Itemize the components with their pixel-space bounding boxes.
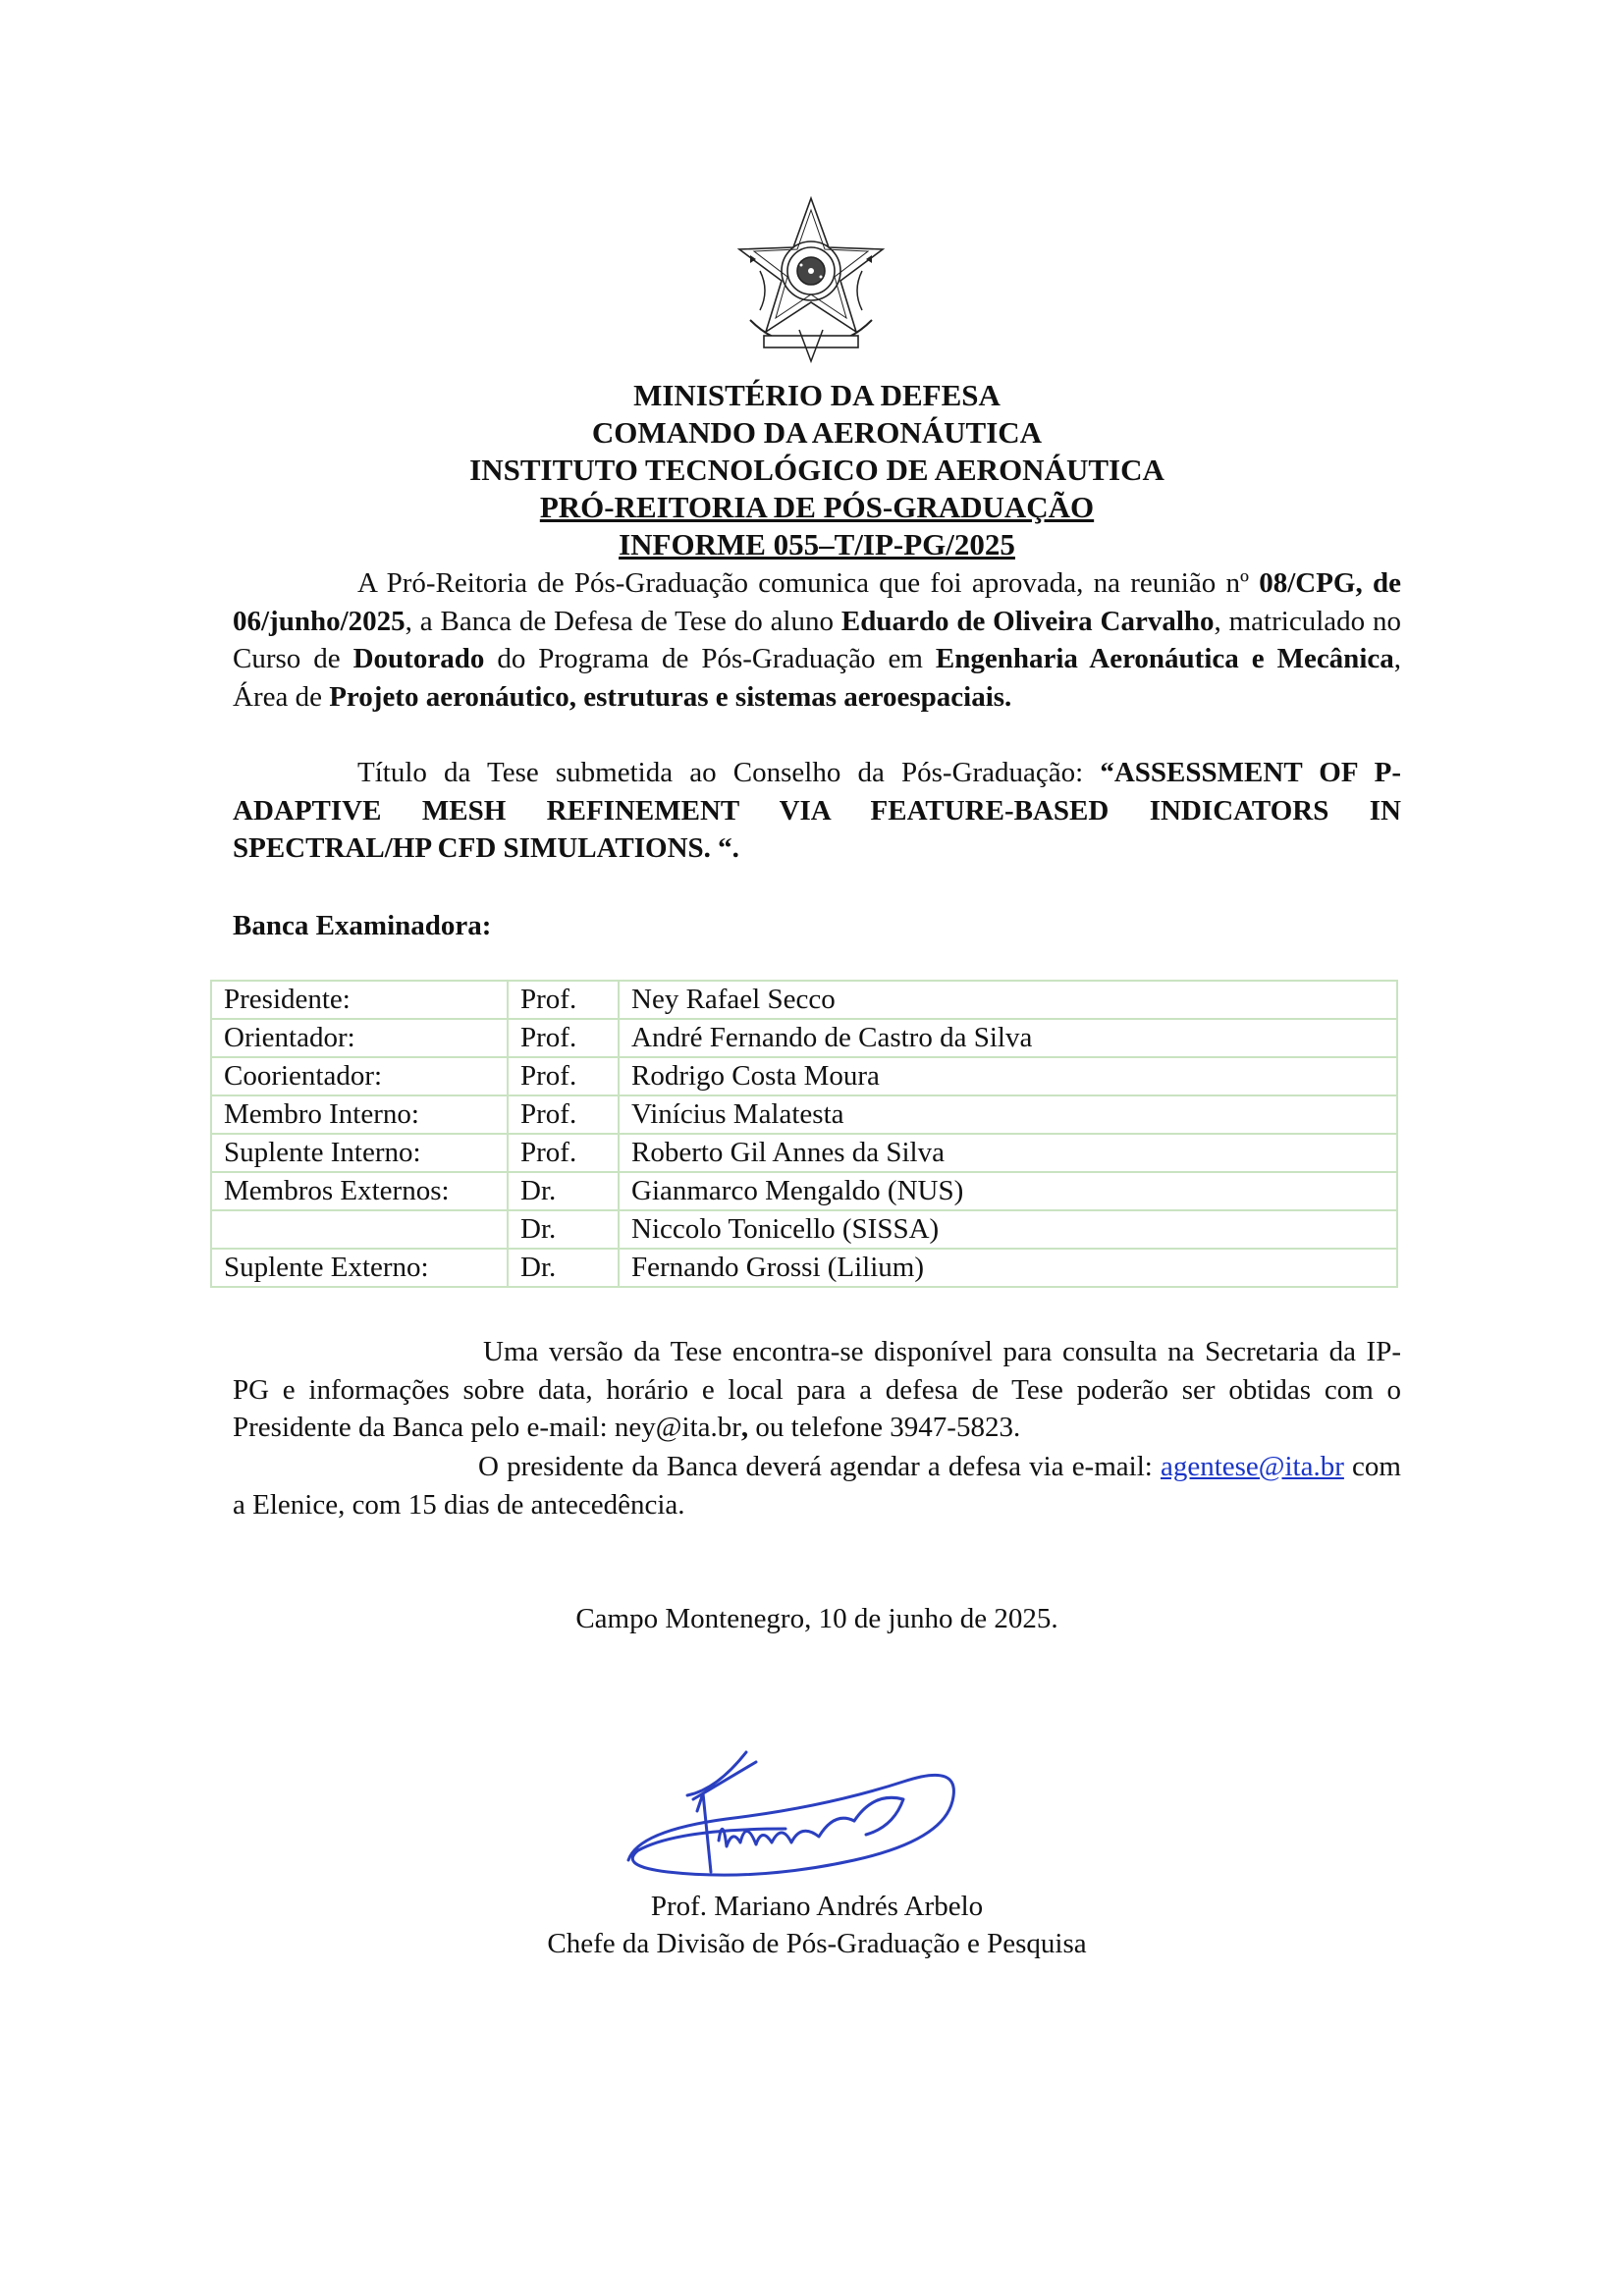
- signatory-block: [233, 1888, 1401, 1962]
- member-name: Vinícius Malatesta: [619, 1095, 1397, 1134]
- document-header: [233, 377, 1401, 563]
- course-level: Doutorado: [352, 643, 485, 674]
- member-title: Dr.: [508, 1249, 619, 1287]
- text-run: , a Banca de Defesa de Tese do aluno: [405, 605, 841, 637]
- member-title: Dr.: [508, 1210, 619, 1249]
- header-ministry: MINISTÉRIO DA DEFESA: [633, 378, 1001, 412]
- banca-row: [211, 1249, 1397, 1287]
- member-title: Prof.: [508, 1095, 619, 1134]
- text-run: , Área de: [233, 643, 1401, 713]
- signatory-name: Prof. Mariano Andrés Arbelo: [650, 1891, 984, 1922]
- member-name: Gianmarco Mengaldo (NUS): [619, 1172, 1397, 1210]
- member-name: Fernando Grossi (Lilium): [619, 1249, 1397, 1287]
- member-title: Prof.: [508, 981, 619, 1019]
- member-name: Rodrigo Costa Moura: [619, 1057, 1397, 1095]
- banca-row: [211, 1057, 1397, 1095]
- member-name: Roberto Gil Annes da Silva: [619, 1134, 1397, 1172]
- member-title: Prof.: [508, 1134, 619, 1172]
- area-name: Projeto aeronáutico, estruturas e sistemas aeroespaciais.: [329, 680, 1012, 713]
- text-run: com a Elenice, com 15 dias de antecedência.: [233, 1451, 1401, 1521]
- banca-row: [211, 1019, 1397, 1057]
- member-role: Orientador:: [211, 1019, 508, 1057]
- text-run: do Programa de Pós-Graduação em: [484, 643, 936, 674]
- paragraph-scheduling: [233, 1448, 1401, 1523]
- member-role: Suplente Interno:: [211, 1134, 508, 1172]
- member-title: Dr.: [508, 1172, 619, 1210]
- member-name: Niccolo Tonicello (SISSA): [619, 1210, 1397, 1249]
- member-name: André Fernando de Castro da Silva: [619, 1019, 1397, 1057]
- signatory-role: Chefe da Divisão de Pós-Graduação e Pesquisa: [547, 1928, 1087, 1959]
- banca-row: [211, 1210, 1397, 1249]
- text-run: ou telefone 3947-5823.: [748, 1412, 1021, 1443]
- member-role: Suplente Externo:: [211, 1249, 508, 1287]
- banca-row: [211, 1095, 1397, 1134]
- text-run: , matriculado no Curso de: [233, 605, 1401, 674]
- meeting-ref: 08/CPG, de 06/junho/2025: [233, 567, 1401, 637]
- member-name: Ney Rafael Secco: [619, 981, 1397, 1019]
- member-title: Prof.: [508, 1019, 619, 1057]
- banca-row: [211, 1172, 1397, 1210]
- banca-heading: Banca Examinadora:: [233, 910, 492, 941]
- paragraph-availability: [233, 1333, 1401, 1447]
- program-name: Engenharia Aeronáutica e Mecânica: [935, 643, 1394, 674]
- coat-of-arms-seal: [731, 192, 893, 365]
- member-title: Prof.: [508, 1057, 619, 1095]
- text-run: Uma versão da Tese encontra-se disponível para consulta na Secretaria da IP-PG e informações sobre data, horário e local para a defesa de Tese poderão ser obtidas com o Presidente da Banca pelo e-mail: ney@ita.br: [233, 1336, 1401, 1443]
- banca-table: [210, 980, 1398, 1288]
- thesis-title: “ASSESSMENT OF P-ADAPTIVE MESH REFINEMENT VIA FEATURE-BASED INDICATORS IN SPECTRAL/HP CFD SIMULATIONS. “.: [233, 757, 1401, 864]
- text-run: ,: [740, 1412, 749, 1443]
- banca-row: [211, 981, 1397, 1019]
- student-name: Eduardo de Oliveira Carvalho: [840, 605, 1215, 637]
- paragraph-approval: [233, 564, 1401, 716]
- banca-row: [211, 1134, 1397, 1172]
- text-run: O presidente da Banca deverá agendar a defesa via e-mail:: [478, 1451, 1161, 1482]
- text-run: A Pró-Reitoria de Pós-Graduação comunica que foi aprovada, na reunião nº: [357, 567, 1260, 599]
- member-role: Membros Externos:: [211, 1172, 508, 1210]
- email-link[interactable]: agentese@ita.br: [1160, 1451, 1344, 1482]
- header-command: COMANDO DA AERONÁUTICA: [591, 415, 1043, 450]
- header-dean-office: PRÓ-REITORIA DE PÓS-GRADUAÇÃO: [539, 490, 1095, 524]
- header-institute: INSTITUTO TECNOLÓGICO DE AERONÁUTICA: [469, 453, 1164, 487]
- place-date: Campo Montenegro, 10 de junho de 2025.: [575, 1603, 1058, 1634]
- paragraph-thesis-title: [233, 754, 1401, 868]
- header-informe-number: INFORME 055–T/IP-PG/2025: [619, 527, 1015, 561]
- signature: [609, 1713, 992, 1899]
- member-role: [211, 1210, 508, 1249]
- member-role: Presidente:: [211, 981, 508, 1019]
- member-role: Membro Interno:: [211, 1095, 508, 1134]
- text-run: Título da Tese submetida ao Conselho da Pós-Graduação:: [357, 757, 1101, 788]
- member-role: Coorientador:: [211, 1057, 508, 1095]
